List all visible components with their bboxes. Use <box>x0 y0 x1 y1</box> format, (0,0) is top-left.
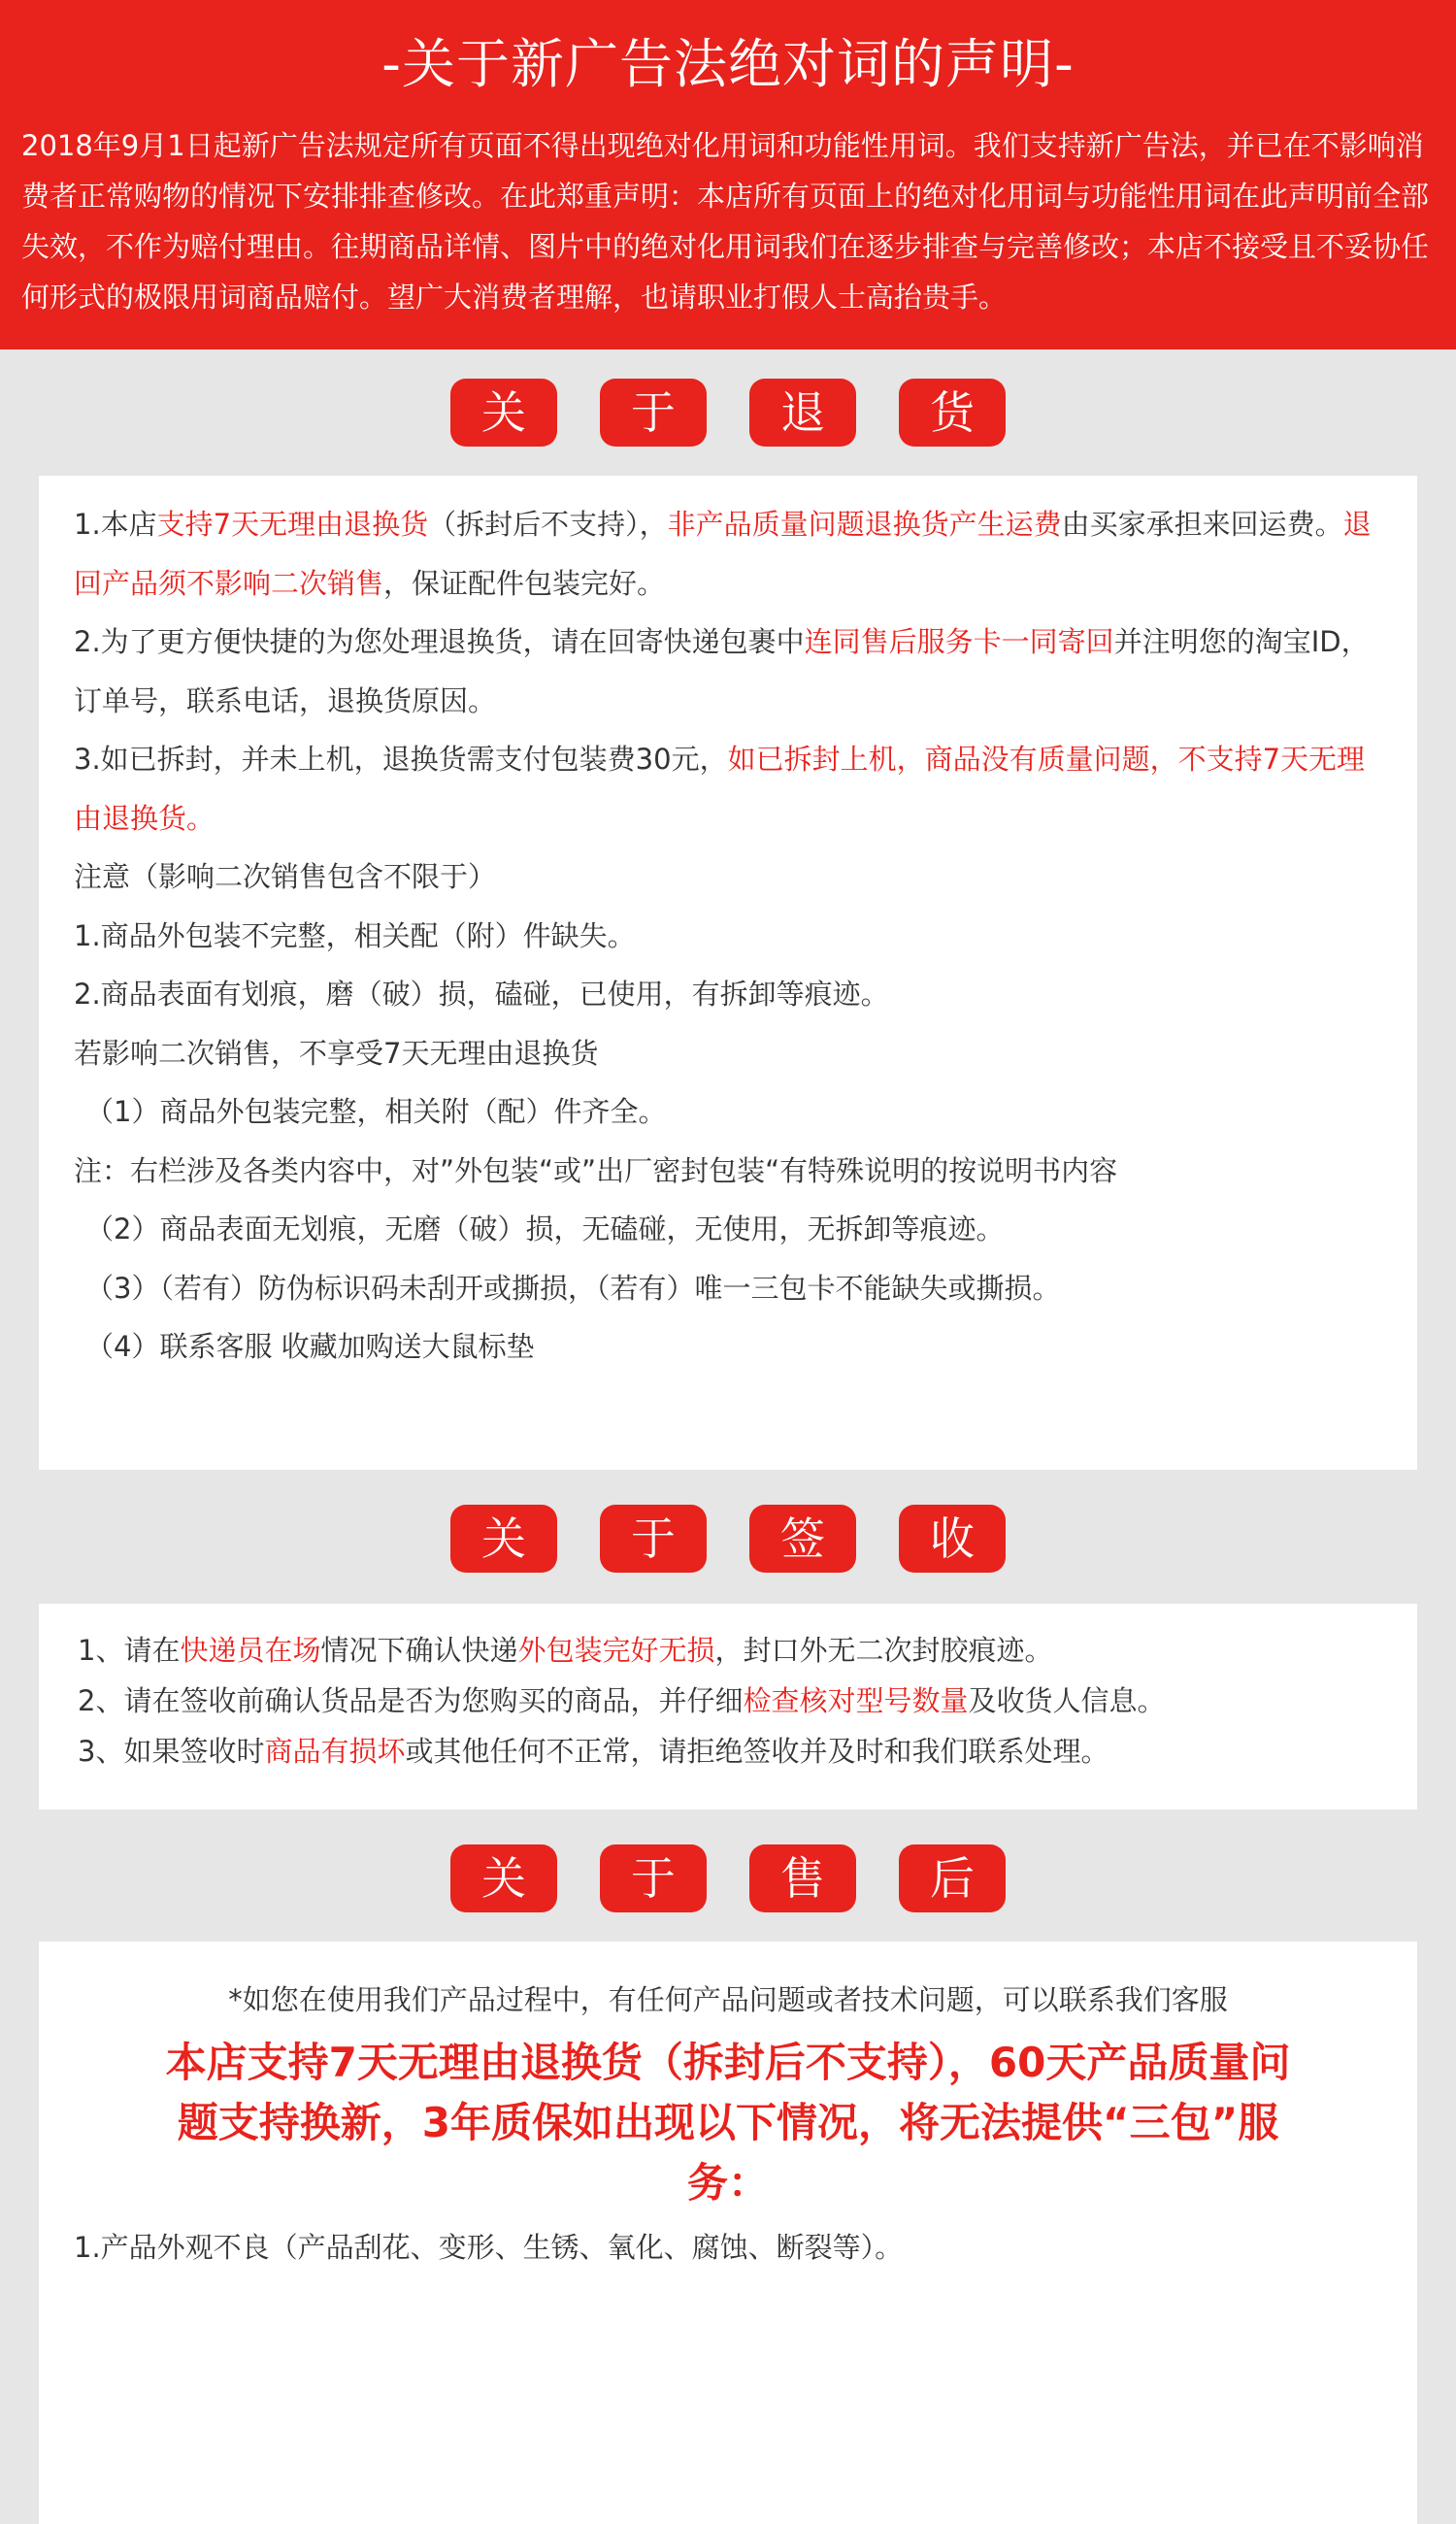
returns-heading-char: 关 <box>450 379 557 447</box>
text: 由买家承担来回运费。 <box>1061 508 1343 541</box>
highlight: 检查核对型号数量 <box>743 1684 969 1717</box>
aftersales-note: *如您在使用我们产品过程中，有任何产品问题或者技术问题，可以联系我们客服 <box>228 1983 1228 2016</box>
aftersales-policy: 本店支持7天无理由退换货（拆封后不支持），60天产品质量问题支持换新，3年质保如出现以下情况，将无法提供“三包”服务： <box>165 2039 1291 2207</box>
highlight: 快递员在场 <box>180 1634 321 1667</box>
text: ，封口外无二次封胶痕迹。 <box>714 1634 1053 1667</box>
signing-panel <box>39 1604 1417 1810</box>
text: 2、请在签收前确认货品是否为您购买的商品，并仔细 <box>78 1684 744 1717</box>
returns-heading-char: 货 <box>899 379 1006 447</box>
signing-heading-char: 于 <box>600 1505 707 1573</box>
text: ，保证配件包装完好。 <box>383 566 666 600</box>
signing-heading <box>0 1505 1456 1573</box>
text: 3.如已拆封，并未上机，退换货需支付包装费30元， <box>74 743 728 776</box>
signing-heading-char: 收 <box>899 1505 1006 1573</box>
returns-heading-char: 于 <box>600 379 707 447</box>
returns-item: （4）联系客服 收藏加购送大鼠标垫 <box>85 1330 535 1363</box>
returns-line: 1.商品外包装不完整，相关配（附）件缺失。 <box>74 918 636 952</box>
aftersales-heading-char: 售 <box>749 1844 856 1912</box>
returns-line: 若影响二次销售，不享受7天无理由退换货 <box>74 1036 599 1070</box>
aftersales-panel <box>39 1942 1417 2524</box>
aftersales-heading-char: 关 <box>450 1844 557 1912</box>
returns-item: （1）商品外包装完整，相关附（配）件齐全。 <box>85 1095 667 1128</box>
returns-item: （3）（若有）防伪标识码未刮开或撕损，（若有）唯一三包卡不能缺失或撕损。 <box>85 1271 1061 1305</box>
returns-rule-3 <box>74 730 1382 847</box>
returns-rule-1 <box>74 495 1382 613</box>
text: 及收货人信息。 <box>968 1684 1166 1717</box>
returns-heading-char: 退 <box>749 379 856 447</box>
signing-rule-2 <box>78 1676 1378 1726</box>
returns-rule-2 <box>74 613 1382 730</box>
highlight: 非产品质量问题退换货产生运费 <box>667 508 1062 541</box>
text: （拆封后不支持）， <box>428 508 668 541</box>
disclaimer-text: 2018年9月1日起新广告法规定所有页面不得出现绝对化用词和功能性用词。我们支持新广告法，并已在不影响消费者正常购物的情况下安排排查修改。在此郑重声明：本店所有页面上的绝对化用词与功能性用词在此声明前全部失效，不作为赔付理由。往期商品详情、图片中的绝对化用词我们在逐步排查与完善修改；本店不接受且不妥协任何形式的极限用词商品赔付。望广大消费者理解，也请职业打假人士高抬贵手。 <box>21 129 1430 314</box>
aftersales-item: 1.产品外观不良（产品刮花、变形、生锈、氧化、腐蚀、断裂等）。 <box>74 2231 904 2264</box>
highlight: 连同售后服务卡一同寄回 <box>804 625 1114 658</box>
aftersales-heading-char: 于 <box>600 1844 707 1912</box>
returns-heading <box>0 379 1456 447</box>
returns-line: 2.商品表面有划痕，磨（破）损，磕碰，已使用，有拆卸等痕迹。 <box>74 978 889 1011</box>
returns-panel <box>39 476 1417 1470</box>
text: 2.为了更方便快捷的为您处理退换货，请在回寄快递包裹中 <box>74 625 805 658</box>
highlight: 外包装完好无损 <box>517 1634 715 1667</box>
text: 3、如果签收时 <box>78 1735 265 1768</box>
text: 情况下确认快递 <box>320 1634 518 1667</box>
signing-rule-1 <box>78 1625 1378 1676</box>
aftersales-heading <box>0 1844 1456 1912</box>
aftersales-heading-char: 后 <box>899 1844 1006 1912</box>
returns-line: 注意（影响二次销售包含不限于） <box>74 860 497 893</box>
text: 并注明您的淘宝ID，订单号，联系电话，退换货原因。 <box>74 625 1370 717</box>
highlight: 商品有损坏 <box>264 1735 406 1768</box>
highlight: 支持7天无理由退换货 <box>156 508 429 541</box>
highlight: 如已拆封上机，商品没有质量问题，不支持7天无理由退换货。 <box>74 743 1366 835</box>
text: 1、请在 <box>78 1634 181 1667</box>
signing-heading-char: 签 <box>749 1505 856 1573</box>
signing-rule-3 <box>78 1726 1378 1777</box>
text: 1.本店 <box>74 508 157 541</box>
disclaimer-title: -关于新广告法绝对词的声明- <box>381 33 1075 95</box>
text: 或其他任何不正常，请拒绝签收并及时和我们联系处理。 <box>405 1735 1109 1768</box>
signing-heading-char: 关 <box>450 1505 557 1573</box>
disclaimer-banner <box>0 0 1456 349</box>
returns-item: （2）商品表面无划痕，无磨（破）损，无磕碰，无使用，无拆卸等痕迹。 <box>85 1212 1005 1245</box>
returns-item: 注：右栏涉及各类内容中，对”外包装“或”出厂密封包装“有特殊说明的按说明书内容 <box>74 1153 1118 1187</box>
highlight: 退回产品须不影响二次销售 <box>74 508 1372 600</box>
